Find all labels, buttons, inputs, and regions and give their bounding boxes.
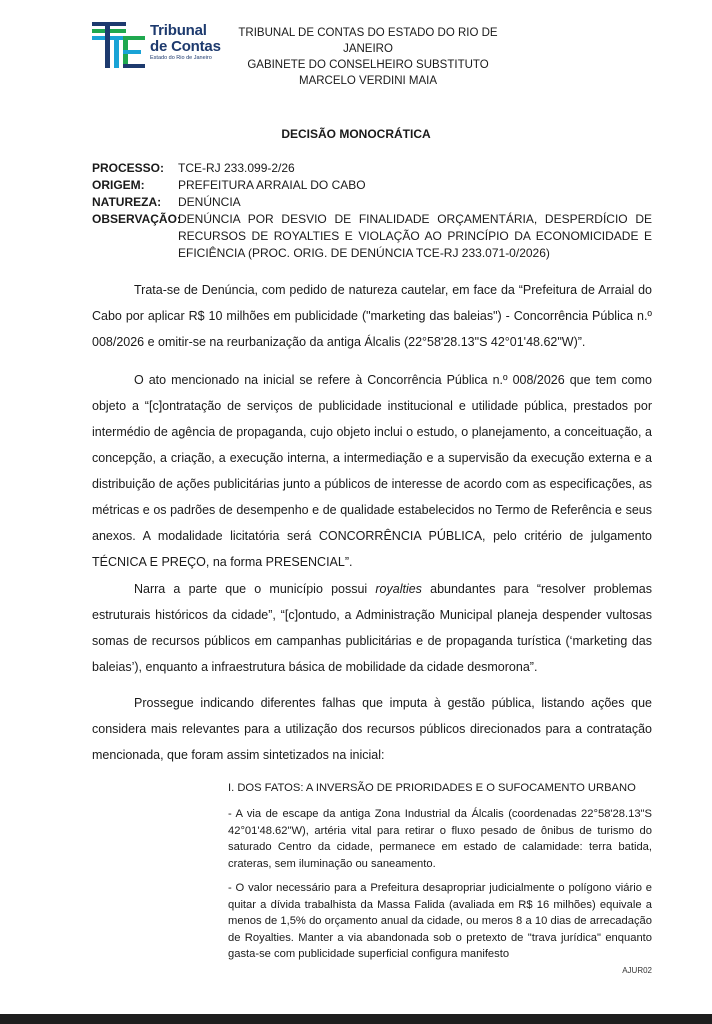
- paragraph-1-text: Trata-se de Denúncia, com pedido de natureza cautelar, em face da “Prefeitura de Arraial do Cabo por aplicar R$ 10 milhões em publicidade ("marketing das baleias") - Concorrência Pública n.º 008/2026 e omitir-se na reurbanização da antiga Álcalis (22°58'28.13"S 42°01'48.62"W)”.: [92, 283, 652, 349]
- letterhead: [218, 25, 518, 89]
- logo-title-line2: de Contas: [150, 38, 221, 55]
- tce-logo: [92, 20, 224, 72]
- footer-code: AJUR02: [622, 966, 652, 975]
- letterhead-line2: GABINETE DO CONSELHEIRO SUBSTITUTO: [247, 59, 489, 71]
- meta-label: NATUREZA:: [92, 195, 162, 209]
- meta-value: DENÚNCIA: [178, 195, 241, 209]
- meta-row-processo: [92, 160, 652, 177]
- bottom-bar: [0, 1014, 712, 1024]
- quote-item-2: - O valor necessário para a Prefeitura desapropriar judicialmente o polígono viário e quitar a dívida trabalhista da Massa Falida (avaliada em R$ 16 milhões) equivale a menos de 1,5% do orçamento anual da cidade, ou meros 8 a 10 dias de arrecadação de Royalties. Manter a via abandonada sob o pretexto de "trava jurídica" enquanto gasta-se com publicidade superficial configura manifesto: [228, 882, 652, 960]
- meta-value: DENÚNCIA POR DESVIO DE FINALIDADE ORÇAMENTÁRIA, DESPERDÍCIO DE RECURSOS DE ROYALTIES E VIOLAÇÃO AO PRINCÍPIO DA ECONOMICIDADE E EFICIÊNCIA (PROC. ORIG. DE DENÚNCIA TCE-RJ 233.071-0/2026): [178, 212, 652, 260]
- meta-label: PROCESSO:: [92, 161, 165, 175]
- quote-heading: I. DOS FATOS: A INVERSÃO DE PRIORIDADES E O SUFOCAMENTO URBANO: [228, 782, 636, 794]
- meta-label: OBSERVAÇÃO:: [92, 212, 181, 226]
- meta-row-observacao: [92, 211, 652, 262]
- paragraph-3-part2: abundantes para “resolver problemas estruturais históricos da cidade”, “[c]ontudo, a Administração Municipal planeja despender vultosas somas de recursos públicos em campanhas publicitárias e de propaganda turística (‘marketing das baleias’), enquanto a infraestrutura básica de mobilidade da cidade desmorona”.: [92, 582, 652, 674]
- meta-row-origem: [92, 177, 652, 194]
- paragraph-3-part1: Narra a parte que o município possui: [134, 582, 376, 596]
- paragraph-4-text: Prossegue indicando diferentes falhas que imputa à gestão pública, listando ações que considera mais relevantes para a utilização dos recursos públicos direcionados para a contratação mencionada, que foram assim sintetizados na inicial:: [92, 696, 652, 762]
- meta-row-natureza: [92, 194, 652, 211]
- tce-logo-icon: [92, 20, 150, 72]
- meta-value: PREFEITURA ARRAIAL DO CABO: [178, 178, 366, 192]
- paragraph-2-text: O ato mencionado na inicial se refere à Concorrência Pública n.º 008/2026 que tem como objeto a “[c]ontratação de serviços de publicidade institucional e utilidade pública, prestados por intermédio de agência de propaganda, cujo objeto inclui o estudo, o planejamento, a conceituação, a concepção, a criação, a execução interna, a intermediação e a supervisão da execução externa e a distribuição de ações publicitárias junto a públicos de interesse de acordo com as especificações, as métricas e os padrões de desempenho e de qualidade estabelecidos no Termo de Referência e seus anexos. A modalidade licitatória será CONCORRÊNCIA PÚBLICA, pelo critério de julgamento TÉCNICA E PREÇO, na forma PRESENCIAL”.: [92, 373, 652, 569]
- meta-value: TCE-RJ 233.099-2/26: [178, 161, 295, 175]
- process-metadata: [92, 160, 652, 262]
- logo-subtitle: Estado do Rio de Janeiro: [150, 55, 212, 61]
- paragraph-3: [92, 576, 652, 680]
- document-title: DECISÃO MONOCRÁTICA: [281, 127, 431, 141]
- letterhead-line1: TRIBUNAL DE CONTAS DO ESTADO DO RIO DE JANEIRO: [238, 27, 498, 55]
- paragraph-3-italic: royalties: [375, 582, 422, 596]
- meta-label: ORIGEM:: [92, 178, 145, 192]
- quote-item-1: - A via de escape da antiga Zona Industrial da Álcalis (coordenadas 22°58'28.13"S 42°01'48.62"W), artéria vital para retirar o fluxo pesado de ônibus de turismo do saturado Centro da cidade, permanece em estado de calamidade: terra batida, crateras, sem iluminação ou saneamento.: [228, 808, 652, 870]
- logo-title-line1: Tribunal: [150, 22, 207, 39]
- paragraph-3-text: [92, 576, 652, 680]
- paragraph-2: [92, 367, 652, 575]
- paragraph-1: [92, 277, 652, 355]
- paragraph-4: [92, 690, 652, 768]
- letterhead-line3: MARCELO VERDINI MAIA: [298, 75, 438, 87]
